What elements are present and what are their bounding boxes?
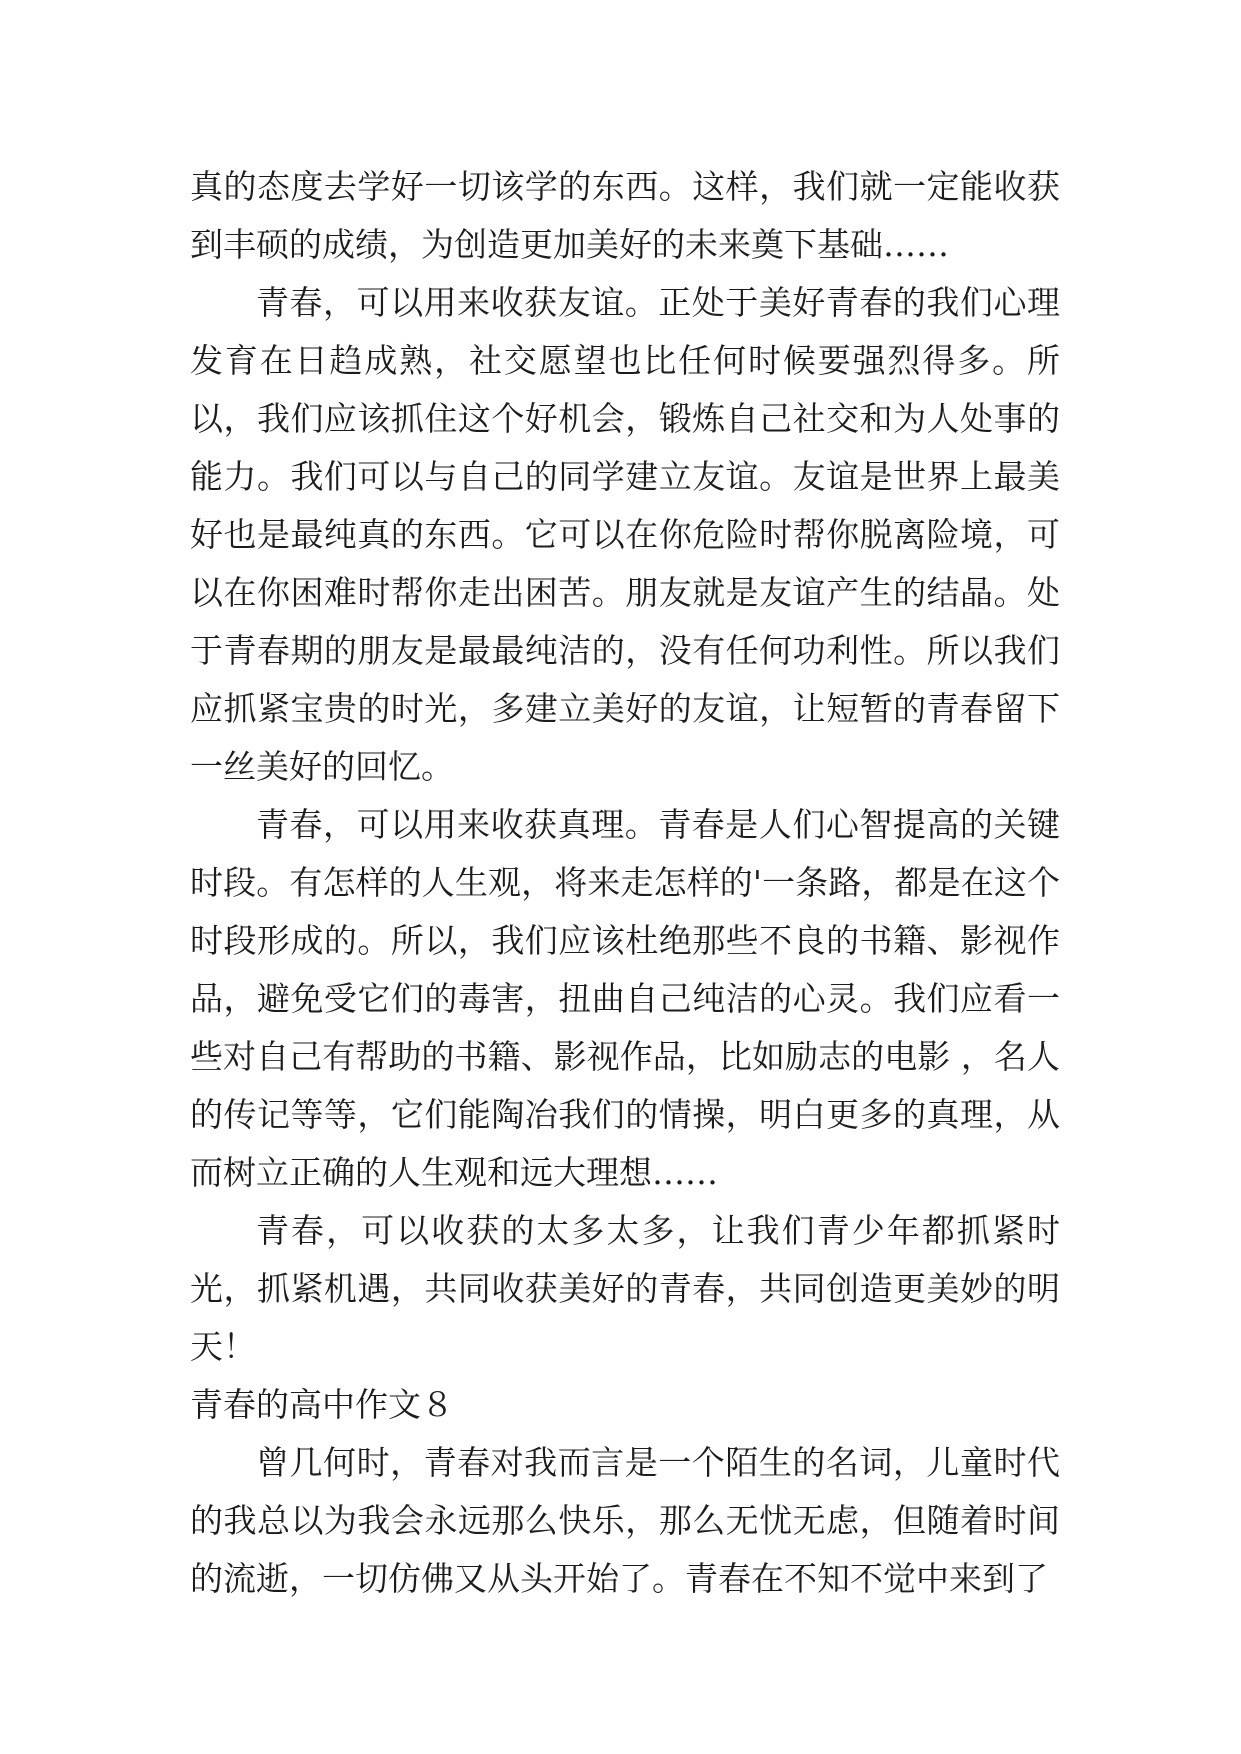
paragraph-conclusion: 青春，可以收获的太多太多，让我们青少年都抓紧时光，抓紧机遇，共同收获美好的青春，共同创造更美妙的明天！ — [190, 1211, 1060, 1366]
paragraph-friendship: 青春，可以用来收获友谊。正处于美好青春的我们心理发育在日趋成熟，社交愿望也比任何时候要强烈得多。所以，我们应该抓住这个好机会，锻炼自己社交和为人处事的能力。我们可以与自己的同学建立友谊。友谊是世界上最美好也是最纯真的东西。它可以在你危险时帮你脱离险境，可以在你困难时帮你走出困苦。朋友就是友谊产生的结晶。处于青春期的朋友是最最纯洁的，没有任何功利性。所以我们应抓紧宝贵的时光，多建立美好的友谊，让短暂的青春留下一丝美好的回忆。 — [190, 283, 1060, 786]
document-body — [190, 158, 1060, 1608]
section-heading: 青春的高中作文８ — [190, 1385, 454, 1424]
paragraph-essay-8-opening: 曾几何时，青春对我而言是一个陌生的名词，儿童时代的我总以为我会永远那么快乐，那么无忧无虑，但随着时间的流逝，一切仿佛又从头开始了。青春在不知不觉中来到了 — [190, 1443, 1060, 1598]
paragraph-continuation: 真的态度去学好一切该学的东西。这样，我们就一定能收获到丰硕的成绩，为创造更加美好的未来奠下基础…… — [190, 167, 1060, 264]
paragraph-truth: 青春，可以用来收获真理。青春是人们心智提高的关键时段。有怎样的人生观，将来走怎样的'一条路，都是在这个时段形成的。所以，我们应该杜绝那些不良的书籍、影视作品，避免受它们的毒害，扭曲自己纯洁的心灵。我们应看一些对自己有帮助的书籍、影视作品，比如励志的电影 ，名人的传记等等，它们能陶冶我们的情操，明白更多的真理，从而树立正确的人生观和远大理想…… — [190, 805, 1060, 1192]
